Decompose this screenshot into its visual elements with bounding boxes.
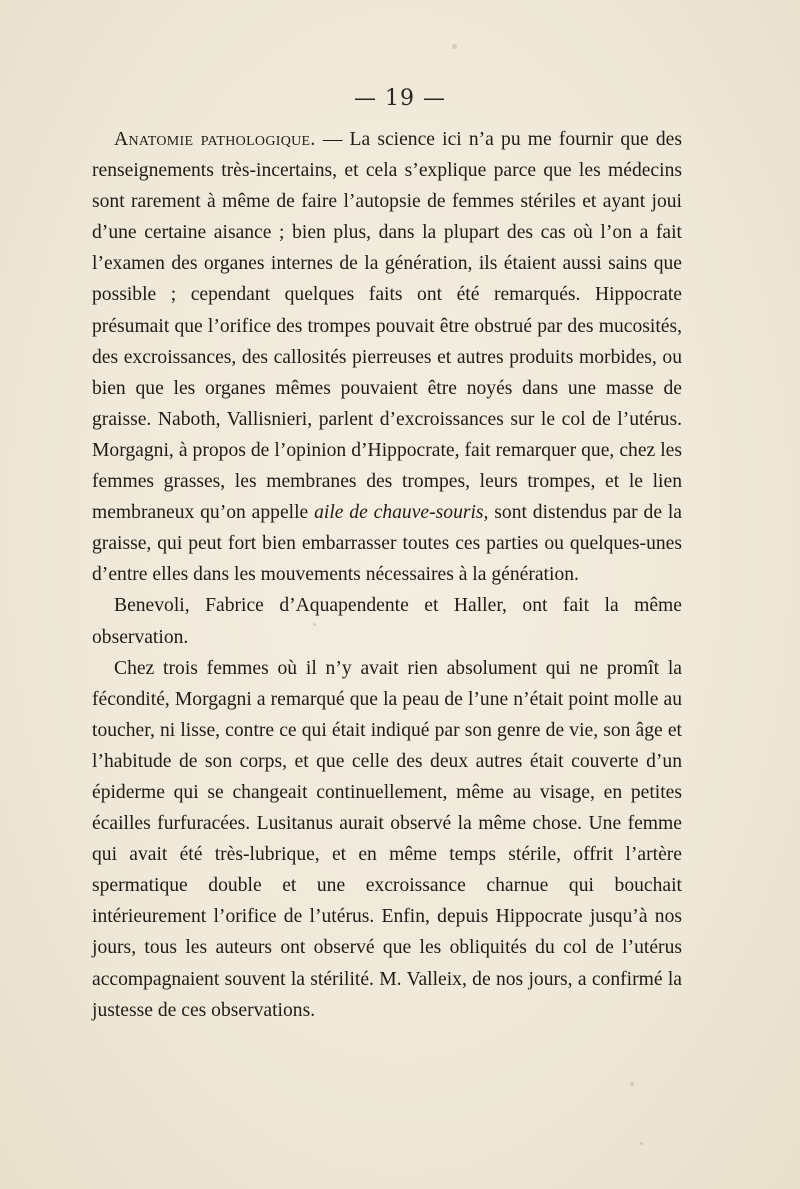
body-text (92, 124, 682, 1026)
paragraph-morgagni: Chez trois femmes où il n’y avait rien absolument qui ne promît la fécondité, Morgagni a remarqué que la peau de l’une n’était point molle au toucher, ni lisse, contre ce qui était indiqué par son genre de vie, son âge et l’habitude de son corps, et que celle des deux autres était couverte d’un épiderme qui se changeait continuellement, même au visage, en petites écailles furfuracées. Lusitanus aurait observé la même chose. Une femme qui avait été très-lubrique, et en même temps stérile, offrit l’artère spermatique double et une excroissance charnue qui bouchait intérieurement l’orifice de l’utérus. Enfin, depuis Hippocrate jusqu’à nos jours, tous les auteurs ont observé que les obliquités du col de l’utérus accompagnaient souvent la stérilité. M. Valleix, de nos jours, a confirmé la justesse de ces observations. (92, 657, 682, 1021)
paragraph-benevoli: Benevoli, Fabrice d’Aquapendente et Haller, ont fait la même observation. (92, 595, 682, 648)
paper-speck (452, 44, 457, 49)
page-number: — 19 — (354, 86, 446, 111)
paragraph-text: — La science ici n’a pu me fournir que des renseignements très-incertains, et cela s’explique parce que les médecins sont rarement à même de faire l’autopsie de femmes stériles et ayant joui d’une certaine aisance ; bien plus, dans la plupart des cas où l’on a fait l’examen des organes internes de la génération, ils étaient aussi sains que possible ; cependant quelques faits ont été remarqués. Hippocrate présumait que l’orifice des trompes pouvait être obstrué par des mucosités, des excroissances, des callosités pierreuses et autres produits morbides, ou bien que les organes mêmes pouvaient être noyés dans une masse de graisse. Naboth, Vallisnieri, parlent d’excroissances sur le col de l’utérus. Morgagni, à propos de l’opinion d’Hippocrate, fait remarquer que, chez les femmes grasses, les membranes des trompes, leurs trompes, et le lien membraneux qu’on appelle (92, 129, 682, 524)
paragraph-anatomie (92, 124, 682, 590)
italic-term: aile de chauve-souris, (314, 502, 489, 524)
section-heading: Anatomie pathologique. (114, 129, 316, 150)
paragraph-text-cont: sont distendus par de la graisse, qui peut fort bien embarrasser toutes ces parties ou quelques-unes d’entre elles dans les mouvements nécessaires à la génération. (92, 502, 682, 586)
paper-speck (640, 1142, 643, 1145)
paper-speck (630, 1082, 634, 1086)
